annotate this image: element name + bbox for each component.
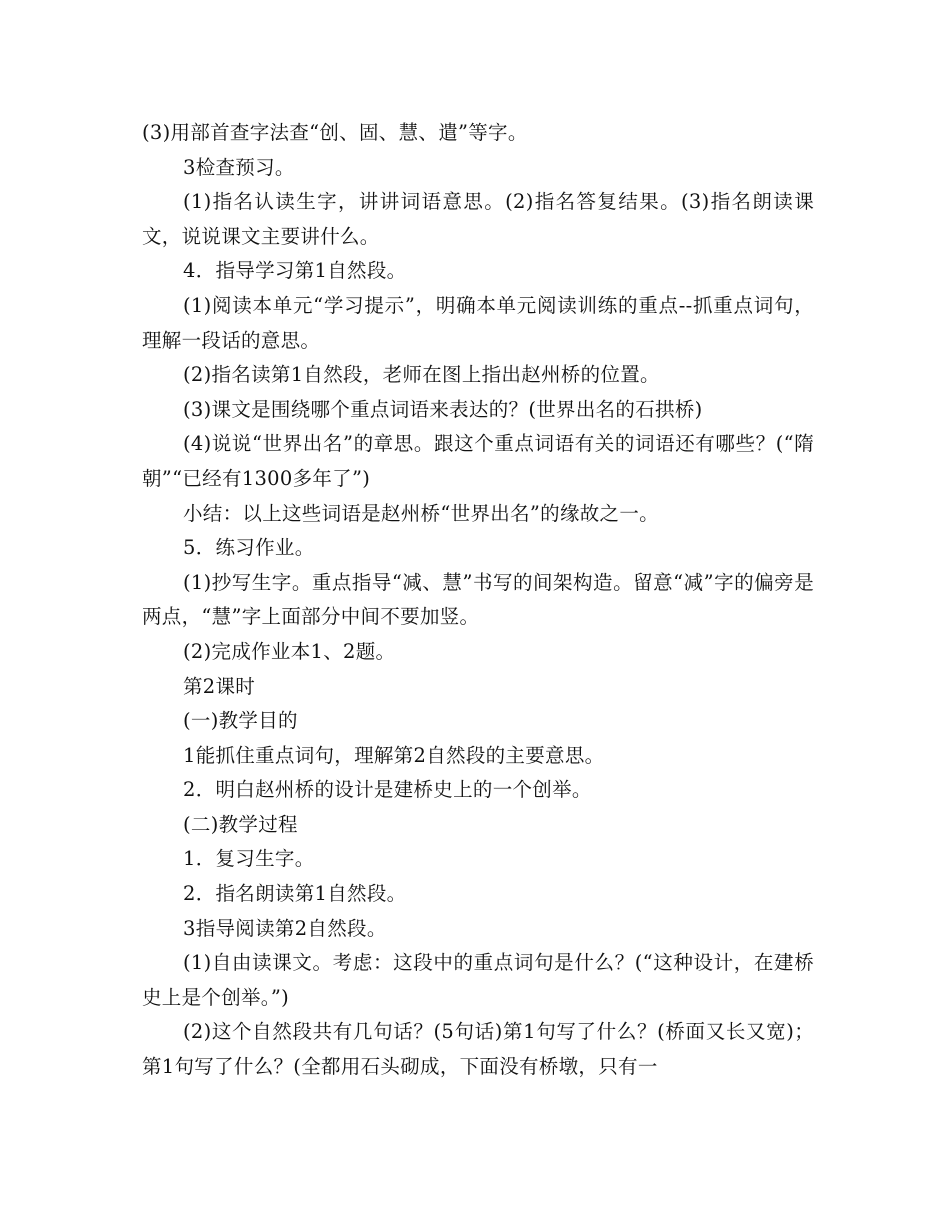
paragraph-objective-2: 2．明白赵州桥的设计是建桥史上的一个创举。 <box>183 778 592 802</box>
paragraph-learning-tips: (1)阅读本单元“学习提示”，明确本单元阅读训练的重点--抓重点词句，理解一段话的意思。 <box>142 293 814 352</box>
paragraph-read-aloud-section-1: 2．指名朗读第1自然段。 <box>183 882 407 906</box>
paragraph-free-reading: (1)自由读课文。考虑：这段中的重点词句是什么？(“这种设计，在建桥史上是个创举。”) <box>142 951 814 1009</box>
document-body <box>142 116 814 1085</box>
paragraph-dictionary-method: (3)用部首查字法查“创、固、慧、遣”等字。 <box>142 121 528 144</box>
paragraph-review-characters: 1．复习生字。 <box>183 847 315 871</box>
paragraph-objectives-heading: (一)教学目的 <box>183 709 298 733</box>
paragraph-world-famous: (4)说说“世界出名”的章思。跟这个重点词语有关的词语还有哪些？(“隋朝”“已经有1300多年了”) <box>142 432 814 490</box>
paragraph-copy-characters: (1)抄写生字。重点指导“减、慧”书写的间架构造。留意“减”字的偏旁是两点，“慧”字上面部分中间不要加竖。 <box>142 570 814 629</box>
paragraph-objective-1: 1能抓住重点词句，理解第2自然段的主要意思。 <box>183 743 605 767</box>
paragraph-guide-section-1: 4．指导学习第1自然段。 <box>183 259 407 283</box>
paragraph-process-heading: (二)教学过程 <box>183 812 298 836</box>
paragraph-key-words: (3)课文是围绕哪个重点词语来表达的？(世界出名的石拱桥) <box>183 397 703 421</box>
paragraph-guide-section-2: 3指导阅读第2自然段。 <box>183 916 387 940</box>
paragraph-sentence-count: (2)这个自然段共有几句话？(5句话)第1句写了什么？(桥面又长又宽)；第1句写了什么？(全都用石头砌成，下面没有桥墩，只有一 <box>142 1020 814 1079</box>
paragraph-lesson-2: 第2课时 <box>183 674 256 698</box>
paragraph-read-new-words: (1)指名认读生字，讲讲词语意思。(2)指名答复结果。(3)指名朗读课文，说说课文主要讲什么。 <box>142 190 814 248</box>
paragraph-read-section-1: (2)指名读第1自然段，老师在图上指出赵州桥的位置。 <box>183 363 660 387</box>
paragraph-workbook: (2)完成作业本1、2题。 <box>183 639 396 663</box>
paragraph-homework-heading: 5．练习作业。 <box>183 536 315 560</box>
paragraph-summary: 小结：以上这些词语是赵州桥“世界出名”的缘故之一。 <box>183 501 659 525</box>
paragraph-check-preview: 3检查预习。 <box>183 155 295 179</box>
